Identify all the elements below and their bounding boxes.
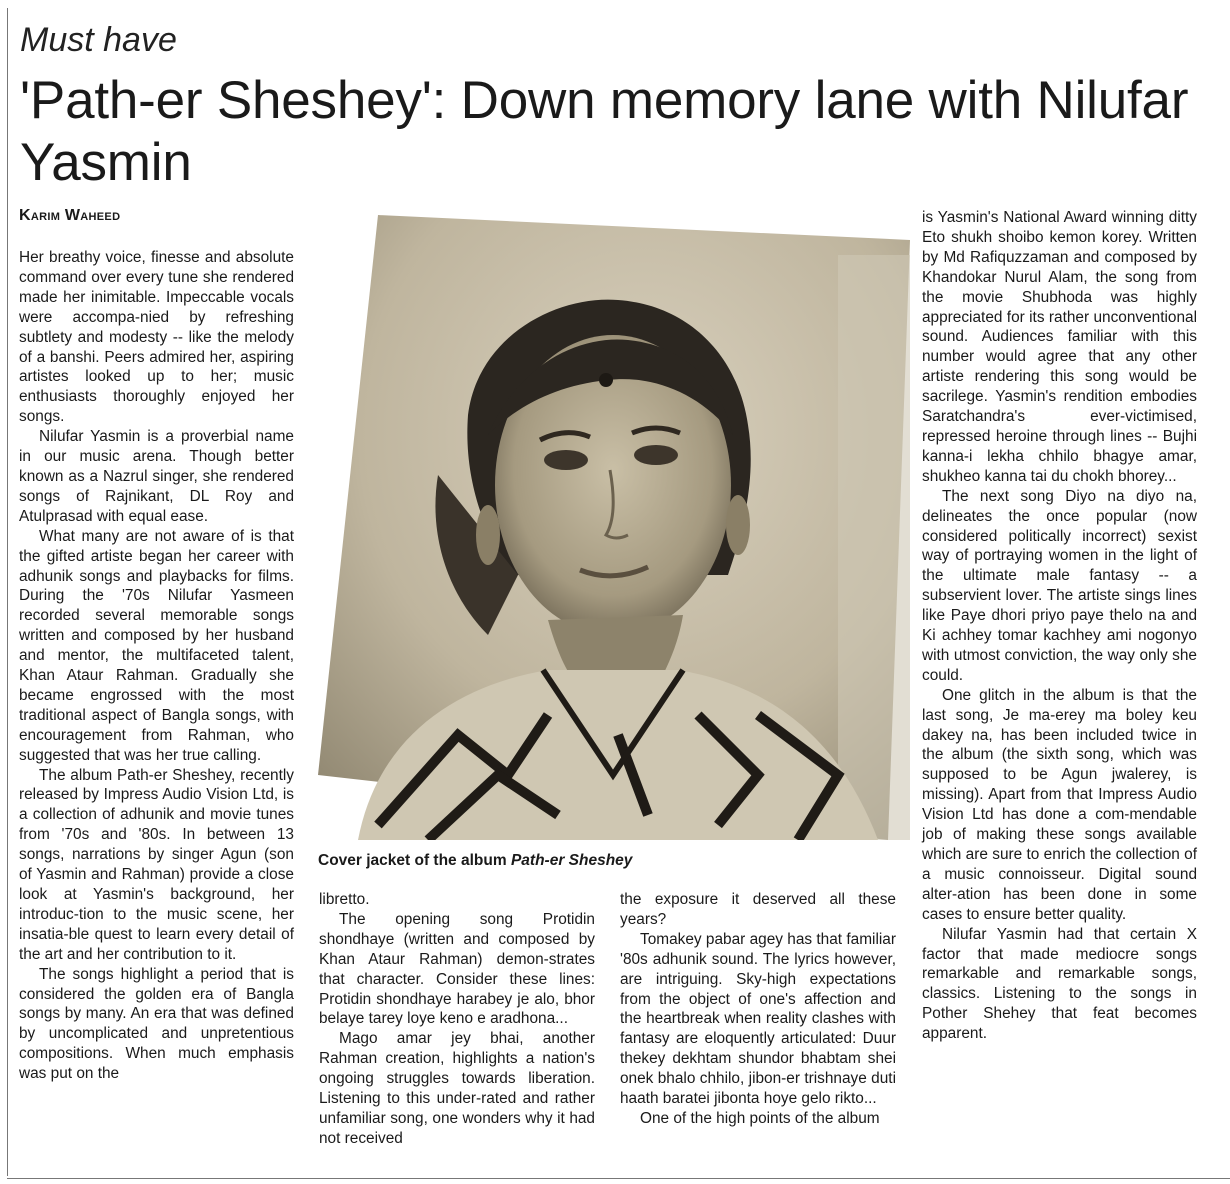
paragraph: Nilufar Yasmin is a proverbial name in our music arena. Though better known as a Nazrul singer, she rendered songs of Rajnikant, DL Roy and Atulprasad with equal ease. (19, 428, 294, 525)
byline: Karim Waheed (19, 207, 121, 224)
article-column-3 (620, 890, 896, 1129)
paragraph: Nilufar Yasmin had that certain X factor that made mediocre songs remarkable and remarkable songs, classics. Listening to the songs in Pother Shehey that feat becomes apparent. (922, 925, 1197, 1043)
paragraph: is Yasmin's National Award winning ditty Eto shukh shoibo kemon korey. Written by Md Rafiquzzaman and composed by Khandokar Nurul Alam, the song from the movie Shubhoda was highly appreciated for its rather unconventional sound. Audiences familiar with this number would agree that any other artiste rendering this song would be sacrilege. Yasmin's rendition embodies Saratchandra's ever-victimised, repressed heroine through lines -- Bujhi kanna-i lekha chhilo bhagye amar, shukheo kanna tai du chokh bhorey... (922, 209, 1197, 485)
paragraph: libretto. (319, 891, 370, 908)
album-cover-photo (318, 215, 910, 840)
paragraph: One glitch in the album is that the last song, Je ma-erey ma boley keu dakey na, has been included twice in the album (the sixth song, which was supposed to be Agun jwalerey, is missing). Apart from that Impress Audio Vision Ltd has done a com-mendable job of making these songs available which are sure to enrich the collection of a music connoisseur. Digital sound alter-ation has been done in some cases to ensure better quality. (922, 686, 1197, 923)
photo-caption (318, 852, 632, 870)
paragraph: What many are not aware of is that the gifted artiste began her career with adhunik songs and playbacks for films. During the '70s Nilufar Yasmeen recorded several memorable songs written and composed by her husband and mentor, the multifaceted talent, Khan Ataur Rahman. Gradually she became engrossed with the most traditional aspect of Bangla songs, with encouragement from Rahman, who suggested that was her true calling. (19, 527, 294, 764)
article-column-1 (19, 248, 294, 1084)
paragraph: Her breathy voice, finesse and absolute command over every tune she rendered made her inimitable. Impeccable vocals were accompa-nied by refreshing subtlety and modesty -- like the melody of a banshi. Peers admired her, aspiring artistes looked up to her; music enthusiasts thoroughly enjoyed her songs. (19, 249, 294, 426)
paragraph: The songs highlight a period that is considered the golden era of Bangla songs by many. An era that was defined by uncomplicated and unpretentious compositions. When much emphasis was put on the (19, 965, 294, 1083)
article-column-2 (319, 890, 595, 1149)
paragraph: Tomakey pabar agey has that familiar '80s adhunik sound. The lyrics however, are intriguing. Sky-high expectations from the object of one's affection and the heartbreak when reality clashes with fantasy are eloquently articulated: Duur thekey dekhtam shundor bhabtam shei onek bhalo chhilo, jibon-er trishnaye duti haath baratei jibonta hoye gelo rikto... (620, 930, 896, 1108)
caption-prefix: Cover jacket of the album (318, 852, 511, 869)
paragraph: One of the high points of the album (640, 1109, 880, 1127)
caption-title: Path-er Sheshey (510, 852, 633, 869)
paragraph: The next song Diyo na diyo na, delineates the once popular (now considered politically incorrect) sexist way of portraying women in the light of the ultimate male fantasy -- a subservient lover. The artiste sings lines like Paye dhori priyo paye thelo na and Ki achhey tomar kachhey ami nogonyo with utmost conviction, the way only she could. (922, 487, 1197, 684)
paragraph: The opening song Protidin shondhaye (written and composed by Khan Ataur Rahman) demon-strates that character. Consider these lines: Protidin shondhaye harabey je alo, bhor belaye tarey loye keno e aradhona... (319, 910, 595, 1028)
paragraph: Mago amar jey bhai, another Rahman creation, highlights a nation's ongoing struggles towards liberation. Listening to this under-rated and rather unfamiliar song, one wonders why it had not received (319, 1030, 595, 1147)
kicker: Must have (20, 21, 177, 59)
left-column-rule (7, 8, 8, 1176)
portrait-image (318, 215, 910, 840)
paragraph: the exposure it deserved all these years? (620, 891, 896, 928)
headline: 'Path-er Sheshey': Down memory lane with Nilufar Yasmin (20, 71, 1189, 192)
article-column-4 (922, 208, 1197, 1044)
bottom-rule (7, 1178, 1230, 1179)
paragraph: The album Path-er Sheshey, recently released by Impress Audio Vision Ltd, is a collection of adhunik and movie tunes from '70s and '80s. In between 13 songs, narrations by singer Agun (son of Yasmin and Rahman) provide a close look at Yasmin's background, her introduc-tion to the music scene, her insatia-ble quest to learn every detail of the art and her contribution to it. (19, 766, 294, 963)
